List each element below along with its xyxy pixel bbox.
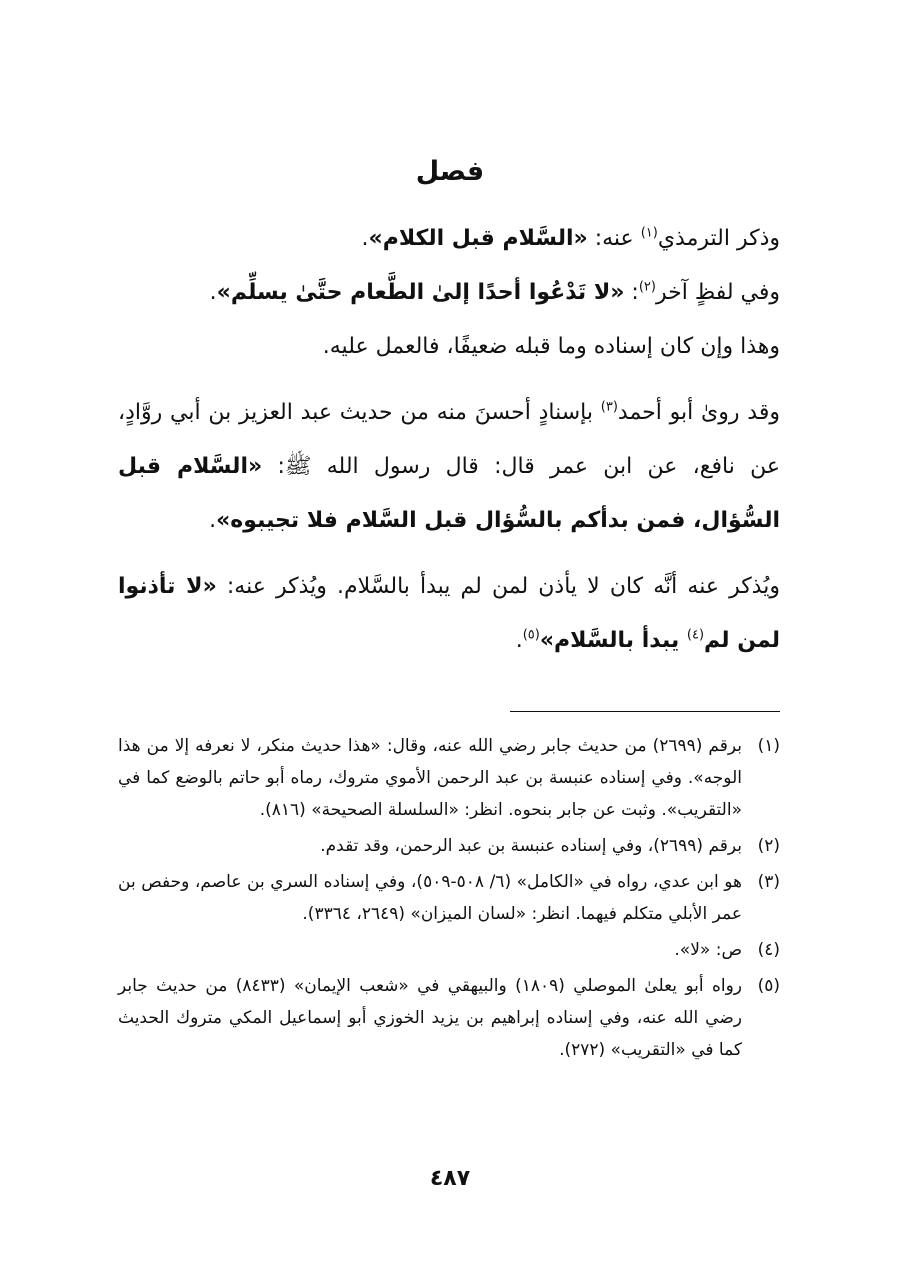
paragraph-5-text-a: ويُذكر عنه أنَّه كان لا يأذن لمن لم يبدأ بالسَّلام. ويُذكر عنه: xyxy=(216,574,780,599)
footnote-4-number: (٤) xyxy=(757,940,780,960)
section-title: فصل xyxy=(415,156,485,187)
paragraph-5-quote-part-2: يبدأ بالسَّلام» xyxy=(539,628,687,653)
main-text xyxy=(118,212,780,668)
paragraph-1 xyxy=(118,212,780,266)
footnote-1-text: برقم (٢٦٩٩) من حديث جابر رضي الله عنه، وقال: «هذا حديث منكر، لا نعرفه إلا من هذا الوجه». وفي إسناده عنبسة بن عبد الرحمن الأموي متروك، رماه أبو حاتم بالوضع كما في «التقريب». وثبت عن جابر بنحوه. انظر: «السلسلة الصحيحة» (٨١٦). xyxy=(118,736,742,820)
footnote-2 xyxy=(118,830,780,862)
paragraph-4 xyxy=(118,386,780,548)
footnote-3 xyxy=(118,866,780,930)
footnote-2-number: (٢) xyxy=(757,836,780,856)
paragraph-1-quote: «السَّلام قبل الكلام» xyxy=(368,226,588,251)
footnote-ref-4[interactable]: (٤) xyxy=(686,627,705,643)
footnote-ref-5[interactable]: (٥) xyxy=(522,627,540,643)
footnote-4 xyxy=(118,934,780,966)
paragraph-4-quote: «السَّلام قبل السُّؤال، فمن بدأكم بالسُّؤال قبل السَّلام فلا تجيبوه» xyxy=(118,454,780,533)
paragraph-2-text-c: . xyxy=(209,280,217,305)
footnote-ref-2[interactable]: (٢) xyxy=(638,279,656,295)
paragraph-3 xyxy=(118,320,780,374)
paragraph-3-text: وهذا وإن كان إسناده وما قبله ضعيفًا، فالعمل عليه. xyxy=(322,334,780,359)
page-number: ٤٨٧ xyxy=(429,1166,471,1191)
footnote-5 xyxy=(118,970,780,1066)
footnote-ref-3[interactable]: (٣) xyxy=(600,399,618,415)
paragraph-2-quote: «لا تَدْعُوا أحدًا إلىٰ الطَّعام حتَّىٰ يسلِّم» xyxy=(216,280,625,305)
footnotes xyxy=(118,730,780,1070)
footnote-4-text: ص: «لا». xyxy=(674,940,742,960)
paragraph-4-text-a: وقد روىٰ أبو أحمد xyxy=(617,400,780,425)
paragraph-1-text-c: . xyxy=(361,226,369,251)
footnote-ref-1[interactable]: (١) xyxy=(640,225,658,241)
footnote-separator xyxy=(510,711,780,712)
footnote-3-text: هو ابن عدي، رواه في «الكامل» (٦/ ٥٠٨-٥٠٩)، وفي إسناده السري بن عاصم، وحفص بن عمر الأبلي متكلم فيهما. انظر: «لسان الميزان» (٢٦٤٩، ٣٣٦٤). xyxy=(118,872,742,924)
footnote-3-number: (٣) xyxy=(757,872,780,892)
footnote-5-number: (٥) xyxy=(757,976,780,996)
paragraph-5-quote-part-1: «لا تأذنوا لمن لم xyxy=(118,574,780,653)
paragraph-1-text-b: عنه: xyxy=(587,226,641,251)
footnote-5-text: رواه أبو يعلىٰ الموصلي (١٨٠٩) والبيهقي في «شعب الإيمان» (٨٤٣٣) من حديث جابر رضي الله عنه، وفي إسناده إبراهيم بن يزيد الخوزي أبو إسماعيل المكي متروك الحديث كما في «التقريب» (٢٧٢). xyxy=(118,976,743,1060)
paragraph-5-text-c: . xyxy=(515,628,523,653)
paragraph-4-text-c: . xyxy=(209,508,217,533)
paragraph-2-text-b: : xyxy=(624,280,639,305)
paragraph-4-text-b: بإسنادٍ أحسنَ منه من حديث عبد العزيز بن أبي روَّادٍ، عن نافع، عن ابن عمر قال: قال رسول الله ﷺ: xyxy=(118,400,780,479)
paragraph-2-text-a: وفي لفظٍ آخر xyxy=(655,280,780,305)
paragraph-1-text-a: وذكر الترمذي xyxy=(657,226,780,251)
footnote-2-text: برقم (٢٦٩٩)، وفي إسناده عنبسة بن عبد الرحمن، وقد تقدم. xyxy=(320,836,742,856)
footnote-1-number: (١) xyxy=(757,736,780,756)
paragraph-5 xyxy=(118,560,780,668)
footnote-1 xyxy=(118,730,780,826)
paragraph-2 xyxy=(118,266,780,320)
